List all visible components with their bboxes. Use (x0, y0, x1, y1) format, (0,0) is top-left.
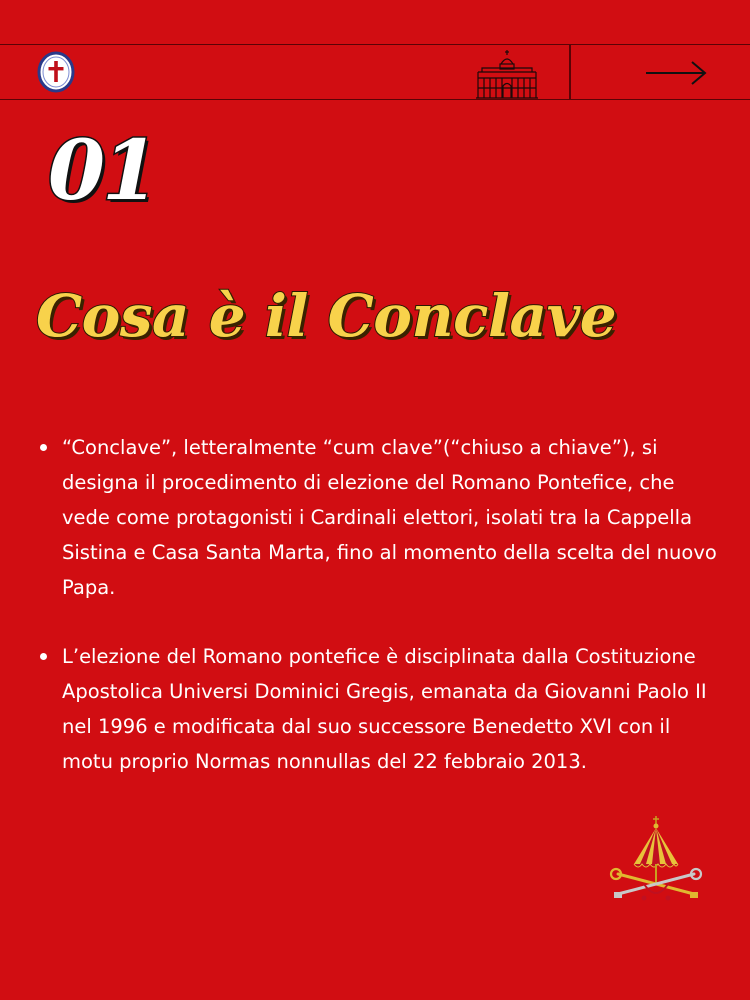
bullet-dot (40, 653, 47, 660)
bullet-item (38, 430, 718, 605)
papal-keys-umbraculum-icon (604, 814, 708, 904)
cross-seal-icon (36, 50, 76, 94)
bullet-text: “Conclave”, letteralmente “cum clave”(“chiuso a chiave”), si designa il procedimento di elezione del Romano Pontefice, che vede come protagonisti i Cardinali elettori, isolati tra la Cappella Sistina e Casa Santa Marta, fino al momento della scelta del nuovo Papa. (62, 436, 717, 599)
bullet-dot (40, 444, 47, 451)
header-bar (0, 44, 750, 100)
arrow-right-icon[interactable] (644, 60, 708, 86)
slide-number: 01 (48, 123, 157, 219)
bullet-text: L’elezione del Romano pontefice è disciplinata dalla Costituzione Apostolica Universi Dominici Gregis, emanata da Giovanni Paolo II nel 1996 e modificata dal suo successore Benedetto XVI con il motu proprio Normas nonnullas del 22 febbraio 2013. (62, 645, 707, 773)
header-divider (569, 44, 571, 100)
bullet-list (38, 430, 718, 813)
basilica-icon (474, 48, 540, 100)
page-title: Cosa è il Conclave (36, 282, 617, 350)
bullet-item (38, 639, 718, 779)
